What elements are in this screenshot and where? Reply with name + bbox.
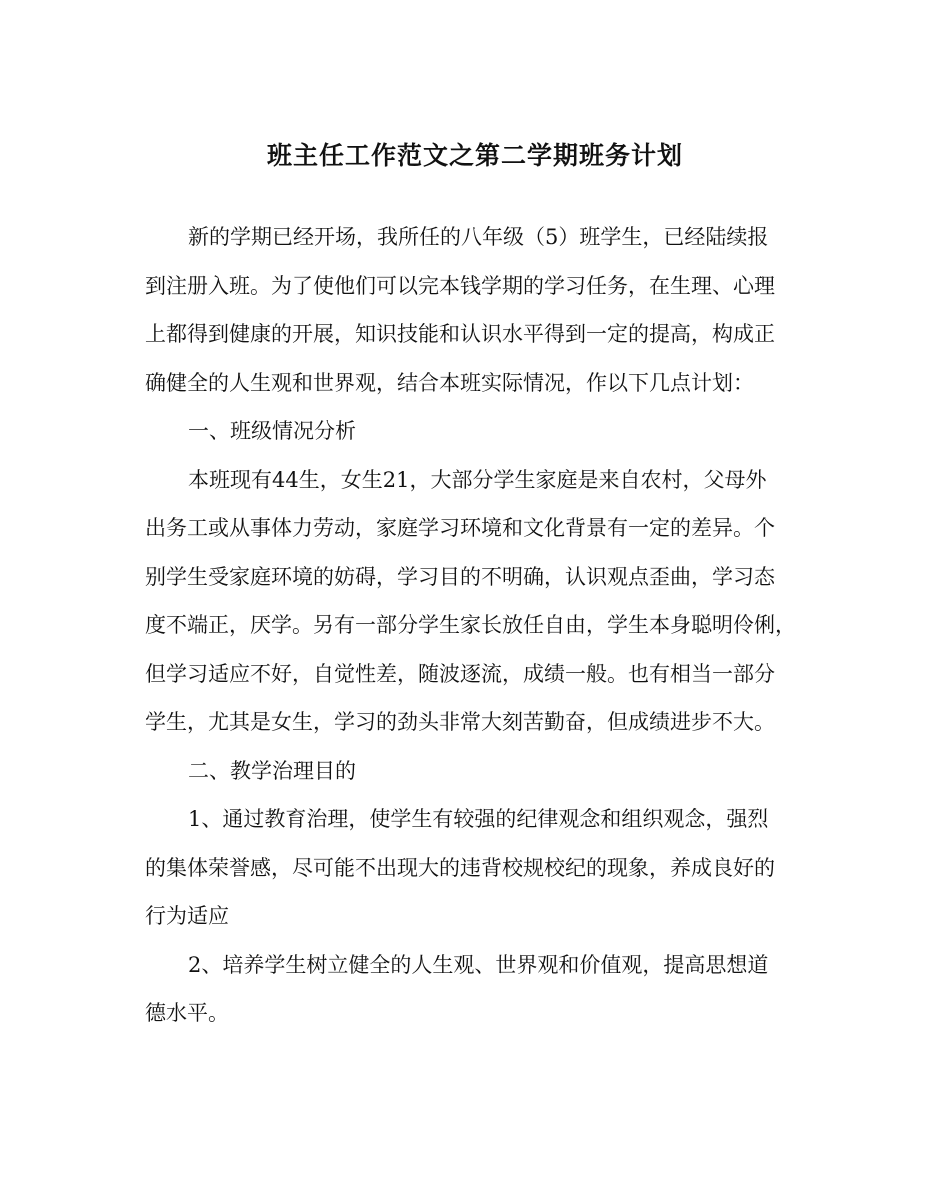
paragraph-line: 上都得到健康的开展，知识技能和认识水平得到一定的提高，构成正 bbox=[145, 322, 775, 346]
section-heading: 一、班级情况分析 bbox=[188, 419, 356, 443]
list-item-line: 德水平。 bbox=[145, 1001, 229, 1025]
paragraph-line: 新的学期已经开场，我所任的八年级（5）班学生，已经陆续报 bbox=[188, 225, 769, 249]
paragraph-line: 但学习适应不好，自觉性差，随波逐流，成绩一般。也有相当一部分 bbox=[145, 661, 775, 686]
list-item-line: 行为适应 bbox=[145, 904, 229, 928]
list-item-line: 的集体荣誉感，尽可能不出现大的违背校规校纪的现象，养成良好的 bbox=[145, 855, 775, 880]
paragraph-line: 别学生受家庭环境的妨碍，学习目的不明确，认识观点歪曲，学习态 bbox=[145, 564, 775, 589]
paragraph-line: 度不端正，厌学。另有一部分学生家长放任自由，学生本身聪明伶俐， bbox=[145, 613, 796, 637]
document-body bbox=[145, 220, 815, 1045]
list-item-line: 1、通过教育治理，使学生有较强的纪律观念和组织观念，强烈 bbox=[188, 807, 769, 831]
paragraph-line: 确健全的人生观和世界观，结合本班实际情况，作以下几点计划： bbox=[145, 370, 754, 395]
section-heading: 二、教学治理目的 bbox=[188, 758, 356, 783]
paragraph-line: 学生，尤其是女生，学习的劲头非常大刻苦勤奋，但成绩进步不大。 bbox=[145, 710, 775, 734]
paragraph-line: 到注册入班。为了使他们可以完本钱学期的学习任务，在生理、心理 bbox=[145, 273, 775, 298]
document-title: 班主任工作范文之第二学期班务计划 bbox=[266, 141, 683, 170]
list-item-line: 2、培养学生树立健全的人生观、世界观和价值观，提高思想道 bbox=[188, 952, 769, 977]
paragraph-line: 本班现有44生，女生21，大部分学生家庭是来自农村，父母外 bbox=[188, 467, 767, 492]
paragraph-line: 出务工或从事体力劳动，家庭学习环境和文化背景有一定的差异。个 bbox=[145, 516, 775, 540]
